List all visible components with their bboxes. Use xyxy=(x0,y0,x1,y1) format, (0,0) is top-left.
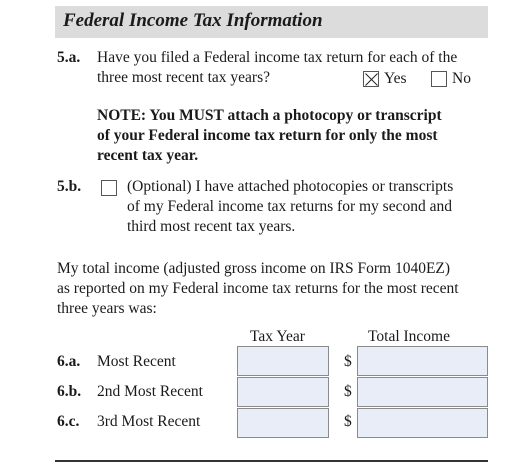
question-5a-number: 5.a. xyxy=(57,49,81,66)
section-footer-rule xyxy=(55,460,488,462)
col-header-total-income: Total Income xyxy=(368,328,450,345)
question-5b-line1: (Optional) I have attached photocopies or transcripts xyxy=(127,178,454,195)
question-5a-line1: Have you filed a Federal income tax return for each of the xyxy=(97,49,458,66)
row-6c-number: 6.c. xyxy=(57,413,80,430)
q5a-no-label: No xyxy=(452,70,471,87)
row-6c-label: 3rd Most Recent xyxy=(97,413,201,430)
question-5a-line2: three most recent tax years? xyxy=(97,69,270,86)
section-header xyxy=(55,6,488,38)
note-line2: of your Federal income tax return for only the most xyxy=(97,127,438,144)
note-line1: NOTE: You MUST attach a photocopy or transcript xyxy=(97,107,442,124)
income-intro-line3: three years was: xyxy=(57,300,157,317)
income-intro-line2: as reported on my Federal income tax returns for the most recent xyxy=(57,280,459,297)
question-5b-line2: of my Federal income tax returns for my second and xyxy=(127,198,452,215)
question-5b-line3: third most recent tax years. xyxy=(127,218,296,235)
row-6a-number: 6.a. xyxy=(57,353,81,370)
q5a-yes-checkbox[interactable] xyxy=(363,71,379,87)
q5b-optional-checkbox[interactable] xyxy=(101,180,117,196)
row-6a-currency: $ xyxy=(344,353,352,370)
row-6a-label: Most Recent xyxy=(97,353,176,370)
q5a-yes-label: Yes xyxy=(384,70,407,87)
row-6b-currency: $ xyxy=(344,383,352,400)
row-6a-tax-year-field[interactable] xyxy=(237,346,329,376)
question-5b-number: 5.b. xyxy=(57,178,82,195)
income-intro-line1: My total income (adjusted gross income on IRS Form 1040EZ) xyxy=(57,260,451,277)
row-6b-label: 2nd Most Recent xyxy=(97,383,203,400)
row-6b-number: 6.b. xyxy=(57,383,82,400)
row-6c-currency: $ xyxy=(344,413,352,430)
note-line3: recent tax year. xyxy=(97,147,199,164)
row-6c-total-income-field[interactable] xyxy=(357,408,488,438)
row-6a-total-income-field[interactable] xyxy=(357,346,488,376)
row-6c-tax-year-field[interactable] xyxy=(237,408,329,438)
q5a-no-checkbox[interactable] xyxy=(431,71,447,87)
col-header-tax-year: Tax Year xyxy=(250,328,305,345)
row-6b-tax-year-field[interactable] xyxy=(237,377,329,407)
section-title: Federal Income Tax Information xyxy=(63,10,323,31)
row-6b-total-income-field[interactable] xyxy=(357,377,488,407)
